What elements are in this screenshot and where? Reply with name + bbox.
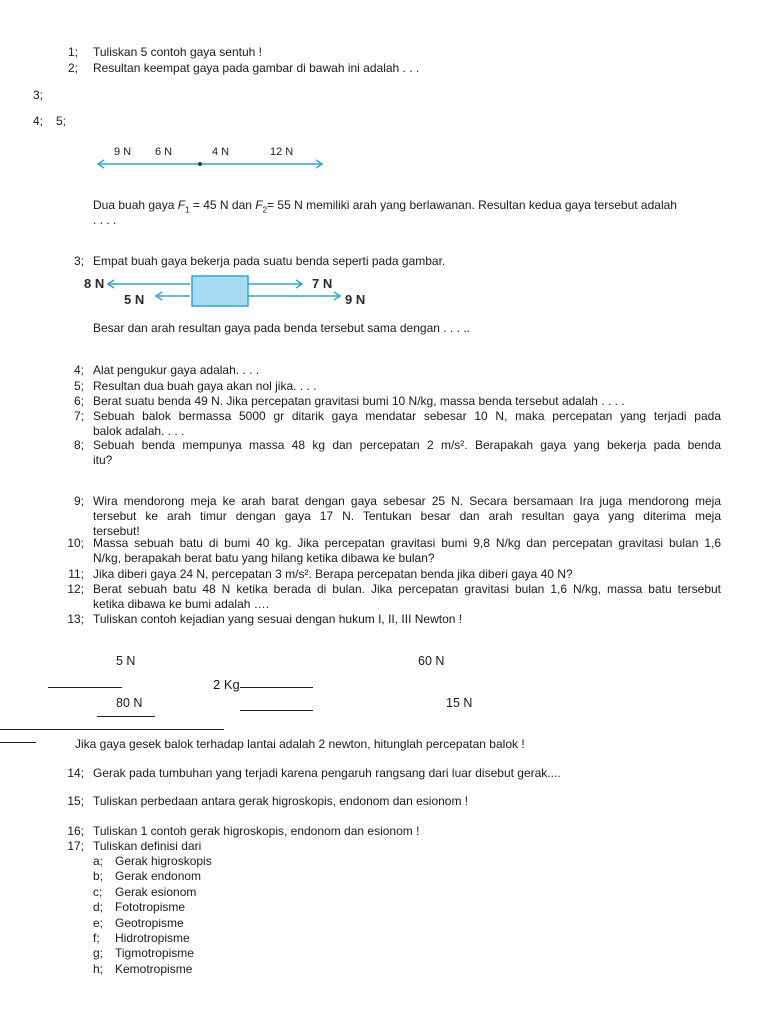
question-two-forces-continuation: . . . .: [93, 213, 117, 227]
question-text: Sebuah balok bermassa 5000 gr ditarik gaya mendatar sebesar 10 N, maka percepatan yang terjadi pada: [93, 409, 721, 423]
question-text: Besar dan arah resultan gaya pada benda tersebut sama dengan . . . ..: [93, 321, 470, 335]
sub-item-text: Gerak endonom: [115, 869, 202, 884]
blank-line: [0, 729, 224, 730]
item-number: 7;: [73, 409, 84, 423]
stray-number: 5;: [56, 114, 67, 128]
question-text: Tuliskan 1 contoh gerak higroskopis, endonom dan esionom !: [93, 824, 420, 838]
item-number: 12;: [67, 582, 84, 596]
sub-item-letter: b;: [93, 869, 104, 884]
force-label: 6 N: [155, 146, 173, 158]
sub-item-text: Gerak esionom: [115, 884, 197, 899]
blank-line: [48, 687, 122, 688]
force-label: 4 N: [212, 146, 230, 158]
blank-line: [240, 710, 313, 711]
force-label: 60 N: [418, 654, 445, 668]
question-text: Resultan dua buah gaya akan nol jika. . . .: [93, 379, 317, 393]
stray-number: 3;: [33, 88, 44, 102]
question-text: Tuliskan 5 contoh gaya sentuh !: [93, 45, 262, 59]
force-label: 9 N: [114, 146, 132, 158]
blank-line: [0, 742, 36, 743]
sub-item-text: Geotropisme: [115, 915, 184, 930]
mass-label: 2 Kg: [213, 677, 240, 692]
item-number: 17;: [67, 839, 84, 853]
blank-line: [97, 716, 155, 717]
sub-item-letter: a;: [93, 854, 104, 868]
sub-item-text: Hidrotropisme: [115, 931, 190, 945]
item-number: 16;: [67, 824, 84, 838]
force-label: 7 N: [312, 276, 333, 291]
force-label: 5 N: [116, 654, 136, 668]
sub-item-letter: f;: [93, 931, 100, 945]
question-text: Tuliskan contoh kejadian yang sesuai dengan hukum I, II, III Newton !: [93, 612, 463, 626]
item-number: 5;: [73, 379, 84, 393]
question-text: Resultan keempat gaya pada gambar di bawah ini adalah . . .: [93, 61, 420, 75]
item-number: 2;: [67, 61, 78, 75]
force-label: 80 N: [116, 696, 143, 710]
item-number: 10;: [67, 536, 84, 550]
question-text: Berat suatu benda 49 N. Jika percepatan gravitasi bumi 10 N/kg, massa benda tersebut adalah . . . .: [93, 394, 625, 408]
question-text: Tuliskan perbedaan antara gerak higroskopis, endonom dan esionom !: [93, 794, 469, 808]
item-number: 15;: [67, 794, 84, 808]
question-text: N/kg, berapakah berat batu yang hilang ketika dibawa ke bulan?: [93, 551, 435, 565]
force-label: 15 N: [446, 696, 473, 710]
question-text: tersebut!: [93, 524, 140, 538]
stray-number: 4;: [33, 114, 44, 128]
force-label: 5 N: [124, 292, 145, 307]
force-label: 12 N: [270, 146, 294, 158]
item-number: 3;: [73, 254, 84, 268]
sub-item-text: Fototropisme: [115, 900, 186, 915]
question-text: Empat buah gaya bekerja pada suatu benda seperti pada gambar.: [93, 254, 446, 268]
item-number: 9;: [73, 494, 84, 508]
question-text: Wira mendorong meja ke arah barat dengan gaya sebesar 25 N. Secara bersamaan Ira juga mendorong meja: [93, 494, 721, 508]
item-number: 14;: [67, 766, 84, 780]
sub-item-text: Kemotropisme: [115, 961, 193, 976]
sub-item-letter: c;: [93, 884, 103, 899]
question-text: Berat sebuah batu 48 N ketika berada di bulan. Jika percepatan gravitasi bulan 1,6 N/kg, massa batu tersebut: [93, 582, 721, 596]
blank-line: [240, 687, 313, 688]
question-text: itu?: [93, 453, 113, 467]
force-label: 9 N: [345, 292, 366, 307]
question-text: Jika diberi gaya 24 N, percepatan 3 m/s². Berapa percepatan benda jika diberi gaya 40 N?: [93, 567, 573, 581]
question-text: Sebuah benda mempunya massa 48 kg dan percepatan 2 m/s². Berapakah gaya yang bekerja pada benda: [93, 438, 721, 452]
sub-item-text: Gerak higroskopis: [115, 854, 212, 868]
question-text: tersebut ke arah timur dengan gaya 17 N. Tentukan besar dan arah resultan gaya yang diterima meja: [93, 509, 721, 523]
item-number: 4;: [73, 363, 84, 377]
force-diagram-box: [80, 272, 380, 312]
question-text: Alat pengukur gaya adalah. . . .: [93, 363, 260, 377]
question-text: Tuliskan definisi dari: [93, 839, 202, 853]
question-text: Jika gaya gesek balok terhadap lantai adalah 2 newton, hitunglah percepatan balok !: [75, 737, 525, 751]
question-text: balok adalah. . . .: [93, 424, 185, 438]
question-two-forces: Dua buah gaya $F_1 = 45$ N dan $F_2= 55$ N memiliki arah yang berlawanan. Resultan kedua gaya tersebut adalah: [93, 198, 677, 215]
question-text: Gerak pada tumbuhan yang terjadi karena pengaruh rangsang dari luar disebut gerak....: [93, 766, 561, 780]
item-number: 13;: [67, 612, 84, 626]
force-diagram-four: [90, 140, 330, 174]
item-number: 1;: [67, 45, 78, 59]
question-text: Massa sebuah batu di bumi 40 kg. Jika percepatan gravitasi bumi 9,8 N/kg dan percepatan gravitasi bulan 1,6: [93, 536, 721, 550]
item-number: 11;: [68, 567, 84, 581]
sub-item-letter: g;: [93, 946, 104, 961]
force-label: 8 N: [84, 276, 105, 291]
sub-item-letter: d;: [93, 900, 104, 915]
sub-item-letter: h;: [93, 961, 104, 976]
sub-item-text: Tigmotropisme: [115, 946, 194, 961]
item-number: 8;: [73, 438, 84, 452]
item-number: 6;: [73, 394, 84, 408]
sub-item-letter: e;: [93, 915, 104, 930]
question-text: ketika dibawa ke bumi adalah ….: [93, 597, 270, 611]
